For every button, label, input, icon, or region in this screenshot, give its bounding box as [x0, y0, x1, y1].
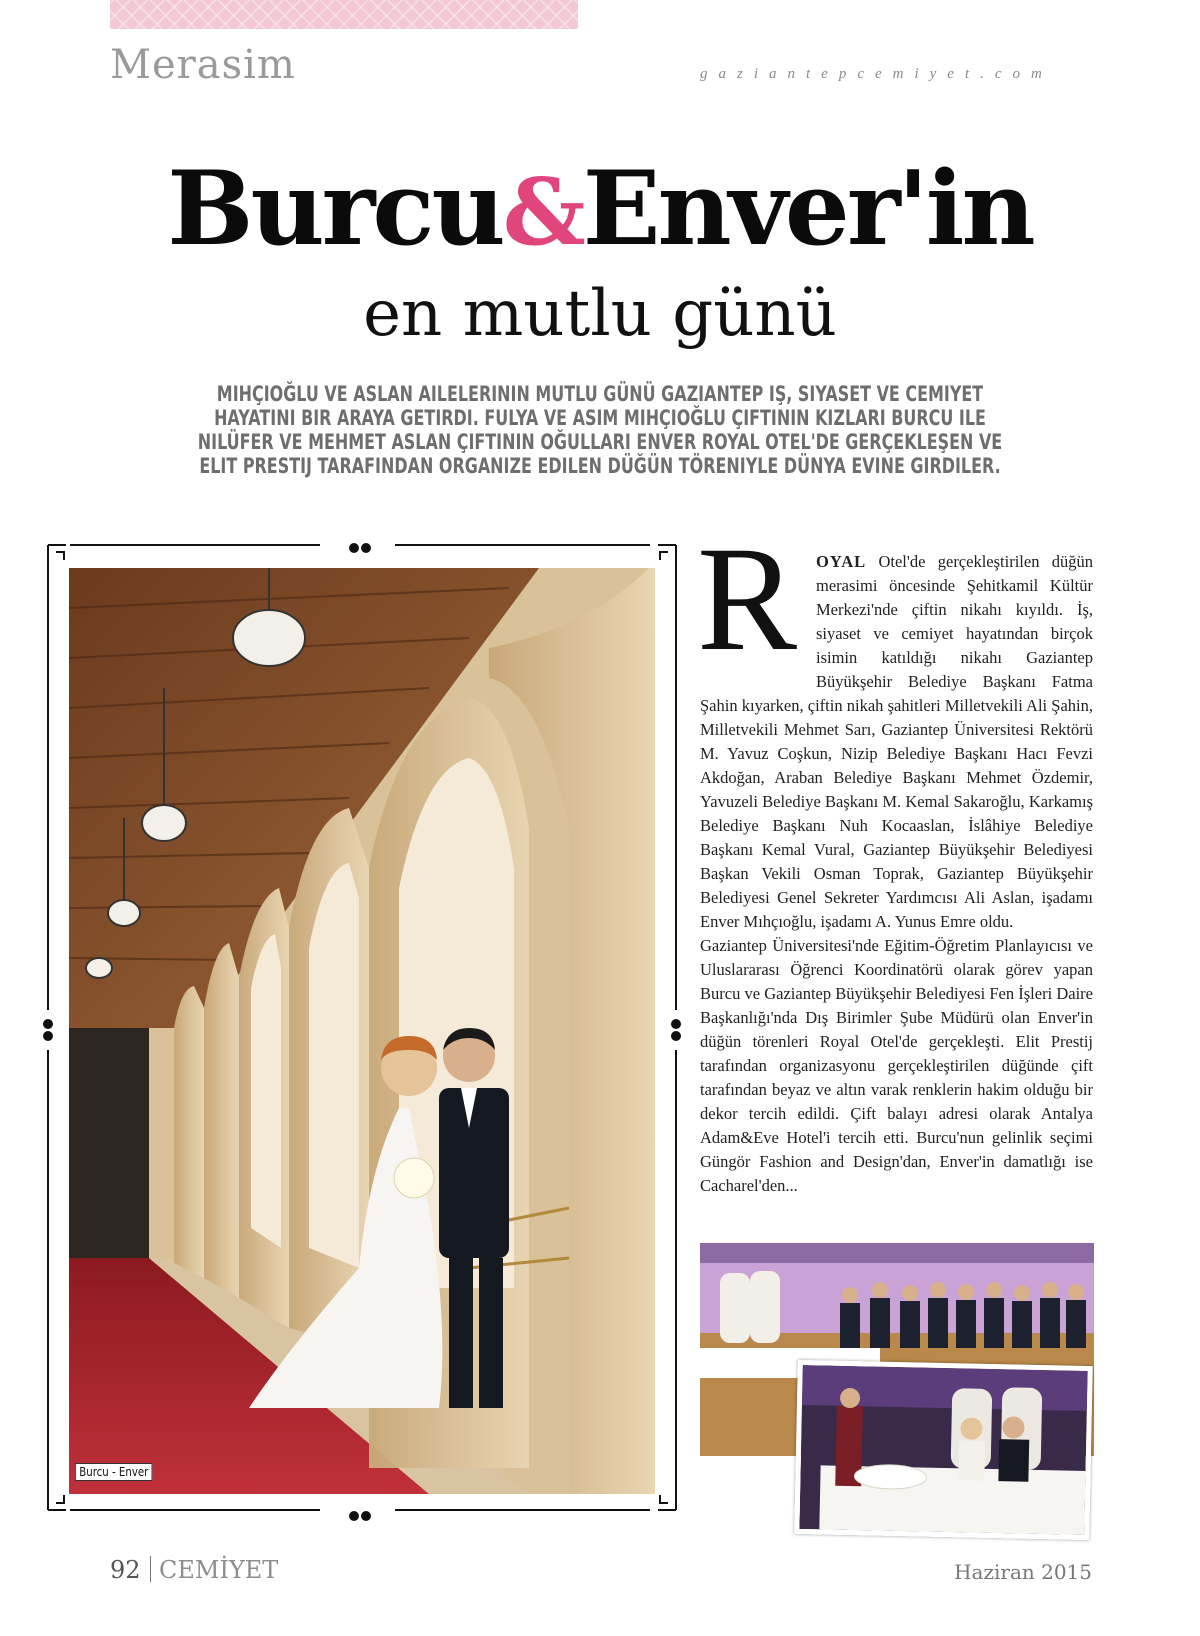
ceremony-photo-couple-signing: [794, 1360, 1093, 1540]
section-label: Merasim: [110, 42, 296, 88]
site-url[interactable]: gaziantepcemiyet.com: [700, 66, 1053, 82]
article-paragraph-2: Gaziantep Üniversitesi'nde Eğitim-Öğretim Planlayıcısı ve Uluslararası Öğrenci Koordinatörü olarak görev yapan Burcu ve Gaziantep Büyükşehir Belediyesi Fen İşleri Daire Başkanlığı'nda Dış Birimler Şube Müdürü olan Enver'in düğün törenleri Royal Otel'de gerçekleşti. Elit Prestij tarafından organizasyonu gerçekleştirilen düğünde çift tarafından beyaz ve altın varak renklerin hakim olduğu bir dekor tercih edildi. Çift balayı adresi olarak Antalya Adam&Eve Hotel'i tercih etti. Burcu'nun gelinlik seçimi Güngör Fashion and Design'dan, Enver'in damatlığı ise Cacharel'den...: [700, 936, 1093, 1195]
article-paragraph-1-text: Otel'de gerçekleştirilen düğün merasimi öncesinde Şehitkamil Kültür Merkezi'nde çiftin nikahı kıyıldı. İş, siyaset ve cemiyet hayatından birçok isimin katıldığı nikahı Gaziantep Büyükşehir Belediye Başkanı Fatma Şahin kıyarken, çiftin nikah şahitleri Milletvekili Ali Şahin, Milletvekili Mehmet Sarı, Gaziantep Üniversitesi Rektörü M. Yavuz Coşkun, Nizip Belediye Başkanı Hacı Fevzi Akdoğan, Araban Belediye Başkanı Mehmet Özdemir, Yavuzeli Belediye Başkanı M. Kemal Sakaroğlu, Karkamış Belediye Başkanı Nuh Kocaaslan, İslâhiye Belediye Başkanı Kemal Vural, Gaziantep Büyükşehir Belediyesi Başkan Vekili Osman Toprak, Gaziantep Büyükşehir Belediyesi Genel Sekreter Yardımcısı Ali Aslan, işadamı Enver Mıhçıoğlu, işadamı A. Yunus Emre oldu.: [700, 552, 1093, 931]
issue-date: Haziran 2015: [954, 1560, 1092, 1584]
article-body: [700, 550, 1093, 1198]
headline-ampersand: &: [502, 158, 583, 266]
headline-name1: Burcu: [167, 149, 503, 269]
wedding-couple-photo: [69, 568, 655, 1494]
magazine-name: CEMİYET: [159, 1556, 279, 1584]
lead-paragraph: MIHÇIOĞLU VE ASLAN AILELERININ MUTLU GÜNÜ GAZIANTEP IŞ, SIYASET VE CEMIYET HAYATINI BIR ARAYA GETIRDI. FULYA VE ASIM MIHÇIOĞLU ÇIFTININ KIZLARI BURCU ILE NILÜFER VE MEHMET ASLAN ÇIFTININ OĞULLARI ENVER ROYAL OTEL'DE GERÇEKLEŞEN VE ELIT PRESTIJ TARAFINDAN ORGANIZE EDILEN DÜĞÜN TÖRENIYLE DÜNYA EVINE GIRDILER.: [197, 382, 1003, 478]
footer-separator: [150, 1556, 151, 1582]
headline-subtitle: en mutlu günü: [363, 277, 837, 351]
drop-cap-space: [700, 550, 816, 672]
page-number: 92: [110, 1556, 141, 1584]
article-first-word: OYAL: [816, 552, 867, 571]
photo-caption: Burcu - Enver: [75, 1463, 153, 1481]
article-paragraph-1: [700, 550, 1093, 934]
drop-cap: R: [697, 516, 798, 682]
headline-name2: Enver'in: [582, 149, 1033, 269]
